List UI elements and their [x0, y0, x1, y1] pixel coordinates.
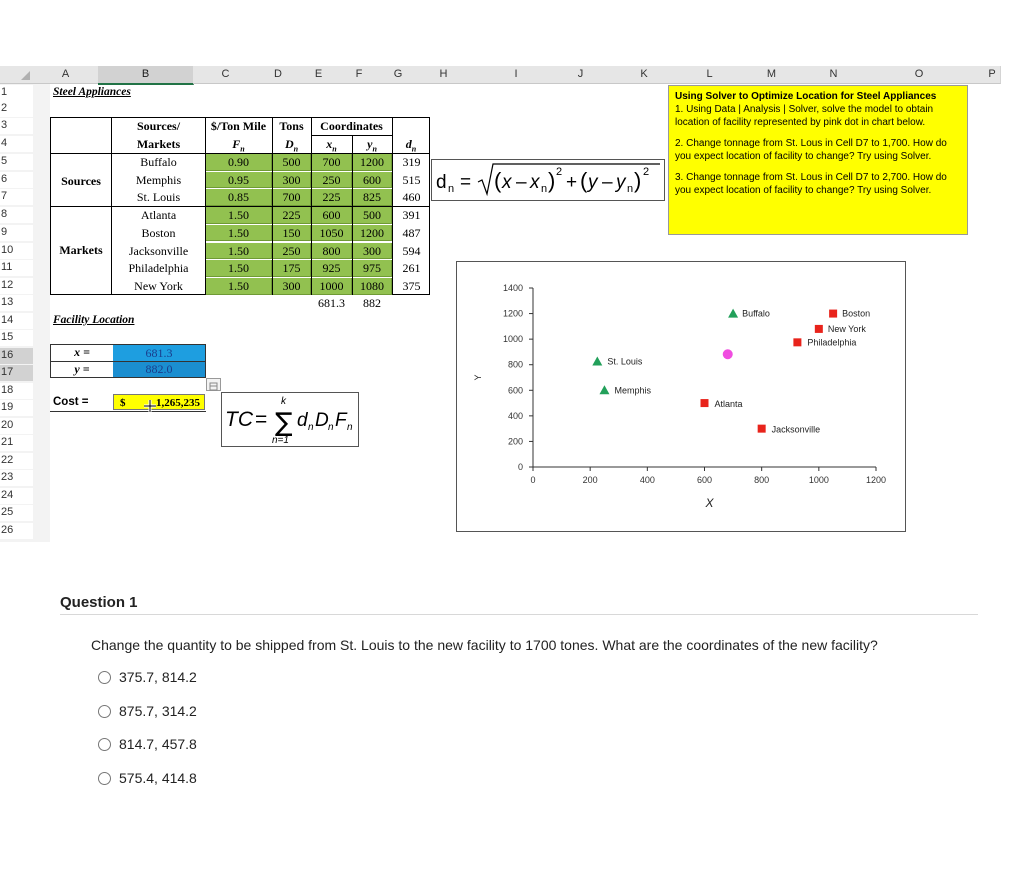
- table-cell-name[interactable]: Buffalo: [140, 155, 177, 169]
- question-text: Change the quantity to be shipped from St. Louis to the new facility to 1700 tones. What are the coordinates of the new facility?: [91, 637, 878, 653]
- chart-data-label: Jacksonville: [771, 424, 821, 435]
- header-distance[interactable]: $d_n$: [405, 137, 417, 154]
- question-title: Question 1: [60, 594, 138, 611]
- y-axis-title: Y: [473, 374, 483, 381]
- column-header-k[interactable]: K: [599, 66, 690, 84]
- table-cell-d[interactable]: 175: [273, 260, 311, 277]
- row-header-12[interactable]: 12: [0, 278, 33, 294]
- facility-x-cell[interactable]: 681.3: [113, 345, 205, 361]
- formula-minus-2: –: [602, 172, 613, 193]
- table-cell-dn[interactable]: 261: [402, 261, 421, 276]
- row-header-2[interactable]: 2: [0, 101, 33, 117]
- column-header-n[interactable]: N: [813, 66, 855, 84]
- cursor-move-icon: [143, 399, 157, 413]
- row-header-7[interactable]: 7: [0, 189, 33, 205]
- row-header-20[interactable]: 20: [0, 418, 33, 434]
- table-cell-d[interactable]: 150: [273, 225, 311, 242]
- chart-point-facility: [723, 349, 733, 359]
- facility-y-cell[interactable]: 882.0: [113, 362, 205, 377]
- table-cell-y[interactable]: 600: [353, 172, 392, 189]
- svg-text:(: (: [494, 168, 502, 193]
- note-step-2: 2. Change tonnage from St. Lous in Cell D7 to 1,700. How do you expect location of facility to change? Try using Solver.: [675, 138, 947, 162]
- chart-data-label: Memphis: [614, 385, 651, 396]
- chart-data-label: St. Louis: [607, 356, 643, 367]
- column-header-g[interactable]: G: [379, 66, 418, 84]
- x-tick-label: 800: [754, 475, 770, 485]
- chart-data-label: Atlanta: [714, 399, 743, 410]
- table-cell-dn[interactable]: 375: [402, 278, 421, 293]
- quick-analysis-glyph-icon: [207, 381, 220, 392]
- tc-F-sub: n: [347, 422, 353, 433]
- row-header-16[interactable]: 16: [0, 348, 33, 364]
- table-cell-x[interactable]: 225: [312, 189, 352, 206]
- select-all-corner[interactable]: [0, 66, 34, 84]
- header-sources-markets-1[interactable]: Sources/: [136, 119, 181, 133]
- chart-data-label: New York: [827, 323, 866, 334]
- formula-eq: =: [460, 172, 472, 193]
- column-header-i[interactable]: I: [470, 66, 563, 84]
- avg-y-value[interactable]: 882: [363, 296, 381, 310]
- x-tick-label: 1000: [808, 475, 829, 485]
- answer-option[interactable]: [98, 702, 197, 720]
- row-header-6[interactable]: 6: [0, 172, 33, 188]
- note-step-1: 1. Using Data | Analysis | Solver, solve the model to obtain location of facility represented by pink dot in chart below.: [675, 104, 934, 128]
- row-header-17[interactable]: 17: [0, 365, 33, 381]
- cost-label[interactable]: Cost =: [53, 396, 89, 408]
- row-header-9[interactable]: 9: [0, 225, 33, 241]
- quick-analysis-icon[interactable]: [206, 378, 221, 391]
- row-header-25[interactable]: 25: [0, 505, 33, 521]
- table-cell-d[interactable]: 250: [273, 243, 311, 260]
- row-header-13[interactable]: 13: [0, 295, 33, 311]
- row-header-10[interactable]: 10: [0, 243, 33, 259]
- table-cell-f[interactable]: 1.50: [206, 243, 272, 260]
- table-cell-f[interactable]: 0.95: [206, 172, 272, 189]
- chart-point-square: [758, 425, 766, 433]
- table-cell-y[interactable]: 825: [353, 189, 392, 206]
- chart-point-triangle: [728, 309, 738, 318]
- chart-point-square: [701, 399, 709, 407]
- column-header-f[interactable]: F: [339, 66, 380, 84]
- tc-upper: k: [281, 396, 286, 407]
- chart-point-triangle: [592, 357, 602, 366]
- cost-cell[interactable]: [113, 394, 205, 410]
- table-cell-x[interactable]: 700: [312, 154, 352, 171]
- table-cell-dn[interactable]: 515: [402, 172, 421, 187]
- table-cell-d[interactable]: 300: [273, 278, 311, 295]
- location-scatter-chart[interactable]: [456, 261, 906, 532]
- question-divider: [60, 614, 978, 615]
- table-cell-y[interactable]: 1080: [353, 278, 392, 295]
- tc-F: F: [335, 410, 347, 431]
- table-cell-y[interactable]: 1200: [353, 154, 392, 171]
- formula-x: x: [502, 172, 512, 193]
- table-cell-y[interactable]: 300: [353, 243, 392, 260]
- x-tick-label: 400: [639, 475, 655, 485]
- row-header-4[interactable]: 4: [0, 136, 33, 152]
- formula-yn-sub: n: [627, 183, 634, 195]
- row-header-24[interactable]: 24: [0, 488, 33, 504]
- chart-canvas: [457, 262, 905, 531]
- table-cell-name[interactable]: Boston: [141, 225, 176, 240]
- table-cell-name[interactable]: Philadelphia: [128, 261, 189, 276]
- instructions-note[interactable]: [668, 85, 968, 235]
- column-header-e[interactable]: E: [298, 66, 340, 84]
- header-sources-markets-2[interactable]: Markets: [136, 137, 181, 151]
- row-header-18[interactable]: 18: [0, 383, 33, 399]
- table-cell-d[interactable]: 225: [273, 207, 311, 224]
- table-cell-f[interactable]: 0.85: [206, 189, 272, 206]
- total-cost-formula[interactable]: [221, 392, 359, 447]
- table-cell-name[interactable]: Atlanta: [140, 208, 177, 223]
- chart-point-square: [793, 338, 801, 346]
- table-cell-f[interactable]: 1.50: [206, 278, 272, 295]
- chart-data-label: Boston: [842, 308, 871, 319]
- answer-option-label: 814.7, 457.8: [119, 736, 197, 752]
- table-cell-x[interactable]: 1000: [312, 278, 352, 295]
- table-cell-f[interactable]: 1.50: [206, 207, 272, 224]
- header-fn[interactable]: $F_n$: [232, 137, 245, 154]
- y-tick-label: 800: [507, 359, 523, 370]
- row-header-5[interactable]: 5: [0, 154, 33, 170]
- header-coordinates[interactable]: Coordinates: [320, 119, 383, 133]
- row-header-22[interactable]: 22: [0, 453, 33, 469]
- chart-point-triangle: [599, 385, 609, 394]
- table-cell-y[interactable]: 1200: [353, 225, 392, 242]
- formula-sq-1: 2: [556, 166, 563, 178]
- chart-point-square: [829, 310, 837, 318]
- tc-D: D: [315, 410, 329, 431]
- tc-D-sub: n: [328, 422, 334, 433]
- answer-option[interactable]: [98, 735, 197, 753]
- tc-d-sub: n: [308, 422, 314, 433]
- y-tick-label: 1200: [502, 308, 523, 319]
- header-tons[interactable]: Tons: [279, 119, 304, 133]
- table-cell-y[interactable]: 500: [353, 207, 392, 224]
- total-cost-formula-graphic: [222, 393, 358, 446]
- header-yn[interactable]: $y_n$: [367, 137, 377, 154]
- table-cell-name[interactable]: Memphis: [135, 172, 182, 187]
- table-cell-dn[interactable]: 487: [402, 225, 421, 240]
- table-cell-f[interactable]: 1.50: [206, 225, 272, 242]
- radio-button-icon[interactable]: [98, 705, 111, 718]
- formula-yn: y: [616, 172, 626, 193]
- y-tick-label: 1000: [502, 334, 523, 345]
- row-header-19[interactable]: 19: [0, 400, 33, 416]
- column-header-b[interactable]: B: [98, 66, 194, 85]
- facility-x-label[interactable]: x =: [74, 345, 90, 359]
- chart-data-label: Philadelphia: [807, 337, 857, 348]
- row-header-26[interactable]: 26: [0, 523, 33, 539]
- formula-plus: +: [566, 172, 578, 193]
- table-cell-dn[interactable]: 594: [402, 243, 421, 258]
- table-cell-name[interactable]: St. Louis: [136, 190, 181, 205]
- chart-data-label: Buffalo: [742, 308, 770, 319]
- column-header-a[interactable]: A: [33, 66, 99, 84]
- tc-lhs: TC: [225, 408, 253, 431]
- table-cell-name[interactable]: New York: [134, 278, 183, 293]
- x-tick-label: 1200: [865, 475, 887, 485]
- y-tick-label: 200: [507, 436, 523, 447]
- y-tick-label: 400: [507, 410, 523, 421]
- table-cell-d[interactable]: 500: [273, 154, 311, 171]
- y-tick-label: 0: [517, 462, 523, 472]
- distance-formula-graphic: [432, 160, 664, 200]
- row-header-21[interactable]: 21: [0, 435, 33, 451]
- cost-currency: $: [120, 397, 126, 409]
- row-header-14[interactable]: 14: [0, 313, 33, 329]
- distance-formula[interactable]: [431, 159, 665, 201]
- formula-d-lhs-sub: n: [448, 183, 455, 195]
- answer-option[interactable]: [98, 769, 197, 787]
- note-title: Using Solver to Optimize Location for Steel Appliances: [675, 91, 937, 102]
- column-header-l[interactable]: L: [689, 66, 731, 84]
- answer-option-label: 875.7, 314.2: [119, 703, 197, 719]
- column-header-o[interactable]: O: [854, 66, 985, 84]
- tc-d: d: [297, 410, 308, 431]
- cost-value: 1,265,235: [156, 397, 200, 409]
- header-dn[interactable]: $D_n$: [284, 137, 299, 154]
- table-cell-y[interactable]: 975: [353, 260, 392, 277]
- column-header-m[interactable]: M: [730, 66, 814, 84]
- note-step-3: 3. Change tonnage from St. Lous in Cell D7 to 2,700. How do you expect location of facility to change? Try using Solver.: [675, 172, 947, 196]
- header-cost-per-ton-mile[interactable]: $/Ton Mile: [210, 119, 267, 133]
- row-header-1[interactable]: 1: [0, 85, 33, 101]
- table-cell-x[interactable]: 925: [312, 260, 352, 277]
- facility-y-label[interactable]: y =: [74, 362, 90, 376]
- y-tick-label: 1400: [502, 283, 523, 293]
- column-header-d[interactable]: D: [258, 66, 299, 84]
- answer-option[interactable]: [98, 668, 197, 686]
- formula-xn: x: [530, 172, 540, 193]
- row-header-23[interactable]: 23: [0, 470, 33, 486]
- formula-y: y: [588, 172, 598, 193]
- table-cell-x[interactable]: 1050: [312, 225, 352, 242]
- tc-sigma: ∑: [275, 408, 293, 438]
- table-cell-f[interactable]: 1.50: [206, 260, 272, 277]
- column-header-h[interactable]: H: [417, 66, 471, 84]
- x-tick-label: 200: [582, 475, 598, 485]
- row-header-8[interactable]: 8: [0, 207, 33, 223]
- answer-option-label: 575.4, 414.8: [119, 770, 197, 786]
- table-cell-d[interactable]: 700: [273, 189, 311, 206]
- tc-eq: =: [255, 408, 268, 431]
- group-label-sources[interactable]: Sources: [61, 174, 101, 188]
- table-cell-dn[interactable]: 391: [402, 208, 421, 223]
- formula-xn-sub: n: [541, 183, 548, 195]
- row-header-11[interactable]: 11: [0, 260, 33, 276]
- table-cell-d[interactable]: 300: [273, 172, 311, 189]
- group-label-markets[interactable]: Markets: [59, 243, 103, 257]
- column-header-j[interactable]: J: [562, 66, 600, 84]
- answer-option-label: 375.7, 814.2: [119, 669, 197, 685]
- avg-x-value[interactable]: 681.3: [318, 296, 345, 310]
- header-xn[interactable]: $x_n$: [326, 137, 337, 154]
- chart-point-square: [815, 325, 823, 333]
- tc-lower: n=1: [272, 435, 289, 446]
- column-header-c[interactable]: C: [193, 66, 259, 84]
- table-cell-x[interactable]: 600: [312, 207, 352, 224]
- formula-d-lhs: d: [436, 172, 447, 193]
- radio-button-icon[interactable]: [98, 772, 111, 785]
- y-tick-label: 600: [507, 385, 523, 396]
- column-header-p[interactable]: P: [984, 66, 1001, 84]
- table-cell-dn[interactable]: 319: [402, 155, 421, 169]
- row-header-3[interactable]: 3: [0, 118, 33, 134]
- svg-text:(: (: [580, 168, 588, 193]
- svg-text:): ): [548, 168, 556, 193]
- formula-sq-2: 2: [643, 166, 650, 178]
- x-axis-title: X: [705, 496, 714, 510]
- table-cell-dn[interactable]: 460: [402, 190, 421, 205]
- x-tick-label: 600: [696, 475, 713, 485]
- table-cell-x[interactable]: 250: [312, 172, 352, 189]
- formula-minus-1: –: [516, 172, 527, 193]
- sheet-title[interactable]: Steel Appliances: [53, 86, 131, 98]
- table-cell-f[interactable]: 0.90: [206, 154, 272, 171]
- svg-text:): ): [634, 168, 642, 193]
- x-tick-label: 0: [530, 475, 536, 485]
- row-header-15[interactable]: 15: [0, 330, 33, 346]
- facility-location-title[interactable]: Facility Location: [53, 314, 135, 326]
- radio-button-icon[interactable]: [98, 671, 111, 684]
- table-cell-name[interactable]: Jacksonville: [128, 243, 189, 258]
- table-cell-x[interactable]: 800: [312, 243, 352, 260]
- radio-button-icon[interactable]: [98, 738, 111, 751]
